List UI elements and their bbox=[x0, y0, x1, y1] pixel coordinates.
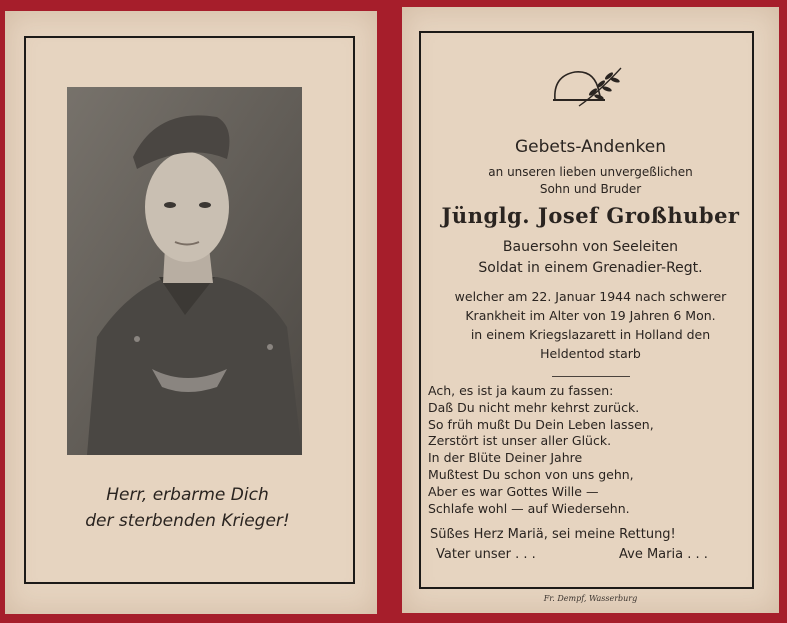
body-line-2: Krankheit im Alter von 19 Jahren 6 Mon. bbox=[465, 308, 716, 323]
prayer-line: Süßes Herz Mariä, sei meine Rettung! bbox=[430, 527, 676, 542]
poem-line: Daß Du nicht mehr kehrst zurück. bbox=[428, 399, 640, 415]
poem-line: Schlafe wohl — auf Wiedersehn. bbox=[428, 500, 630, 516]
prayer-vater-unser: Vater unser . . . bbox=[436, 547, 536, 562]
regiment-line: Soldat in einem Grenadier-Regt. bbox=[478, 260, 703, 276]
occupation-line: Bauersohn von Seeleiten bbox=[502, 239, 679, 255]
subtitle-line-1: an unseren lieben unvergeßlichen bbox=[488, 165, 693, 179]
body-line-1: welcher am 22. Januar 1944 nach schwerer bbox=[454, 289, 727, 304]
subtitle-line-2: Sohn und Bruder bbox=[539, 182, 642, 196]
card-title: Gebets-Andenken bbox=[514, 137, 667, 157]
poem-line: So früh mußt Du Dein Leben lassen, bbox=[428, 416, 654, 432]
divider-rule bbox=[552, 376, 630, 377]
prayer-ave-maria: Ave Maria . . . bbox=[619, 547, 708, 562]
poem-line: Aber es war Gottes Wille — bbox=[428, 483, 599, 499]
soldier-portrait-photo bbox=[67, 87, 302, 455]
memorial-poem bbox=[428, 383, 748, 517]
body-line-4: Heldentod starb bbox=[540, 346, 641, 361]
poem-line: In der Blüte Deiner Jahre bbox=[428, 450, 583, 466]
poem-line: Ach, es ist ja kaum zu fassen: bbox=[428, 383, 614, 398]
poem-line: Zerstört ist unser aller Glück. bbox=[428, 433, 612, 449]
helmet-with-laurel-icon bbox=[549, 62, 625, 112]
memorial-card-back bbox=[402, 7, 779, 613]
body-line-3: in einem Kriegslazarett in Holland den bbox=[470, 327, 711, 342]
deceased-name: Jünglg. Josef Großhuber bbox=[441, 203, 740, 228]
printer-imprint: Fr. Dempf, Wasserburg bbox=[543, 594, 638, 603]
caption-line-1: Herr, erbarme Dich bbox=[106, 485, 269, 505]
memorial-card-front bbox=[5, 11, 377, 614]
poem-line: Mußtest Du schon von uns gehn, bbox=[428, 466, 634, 482]
caption-line-2: der sterbenden Krieger! bbox=[85, 511, 290, 531]
